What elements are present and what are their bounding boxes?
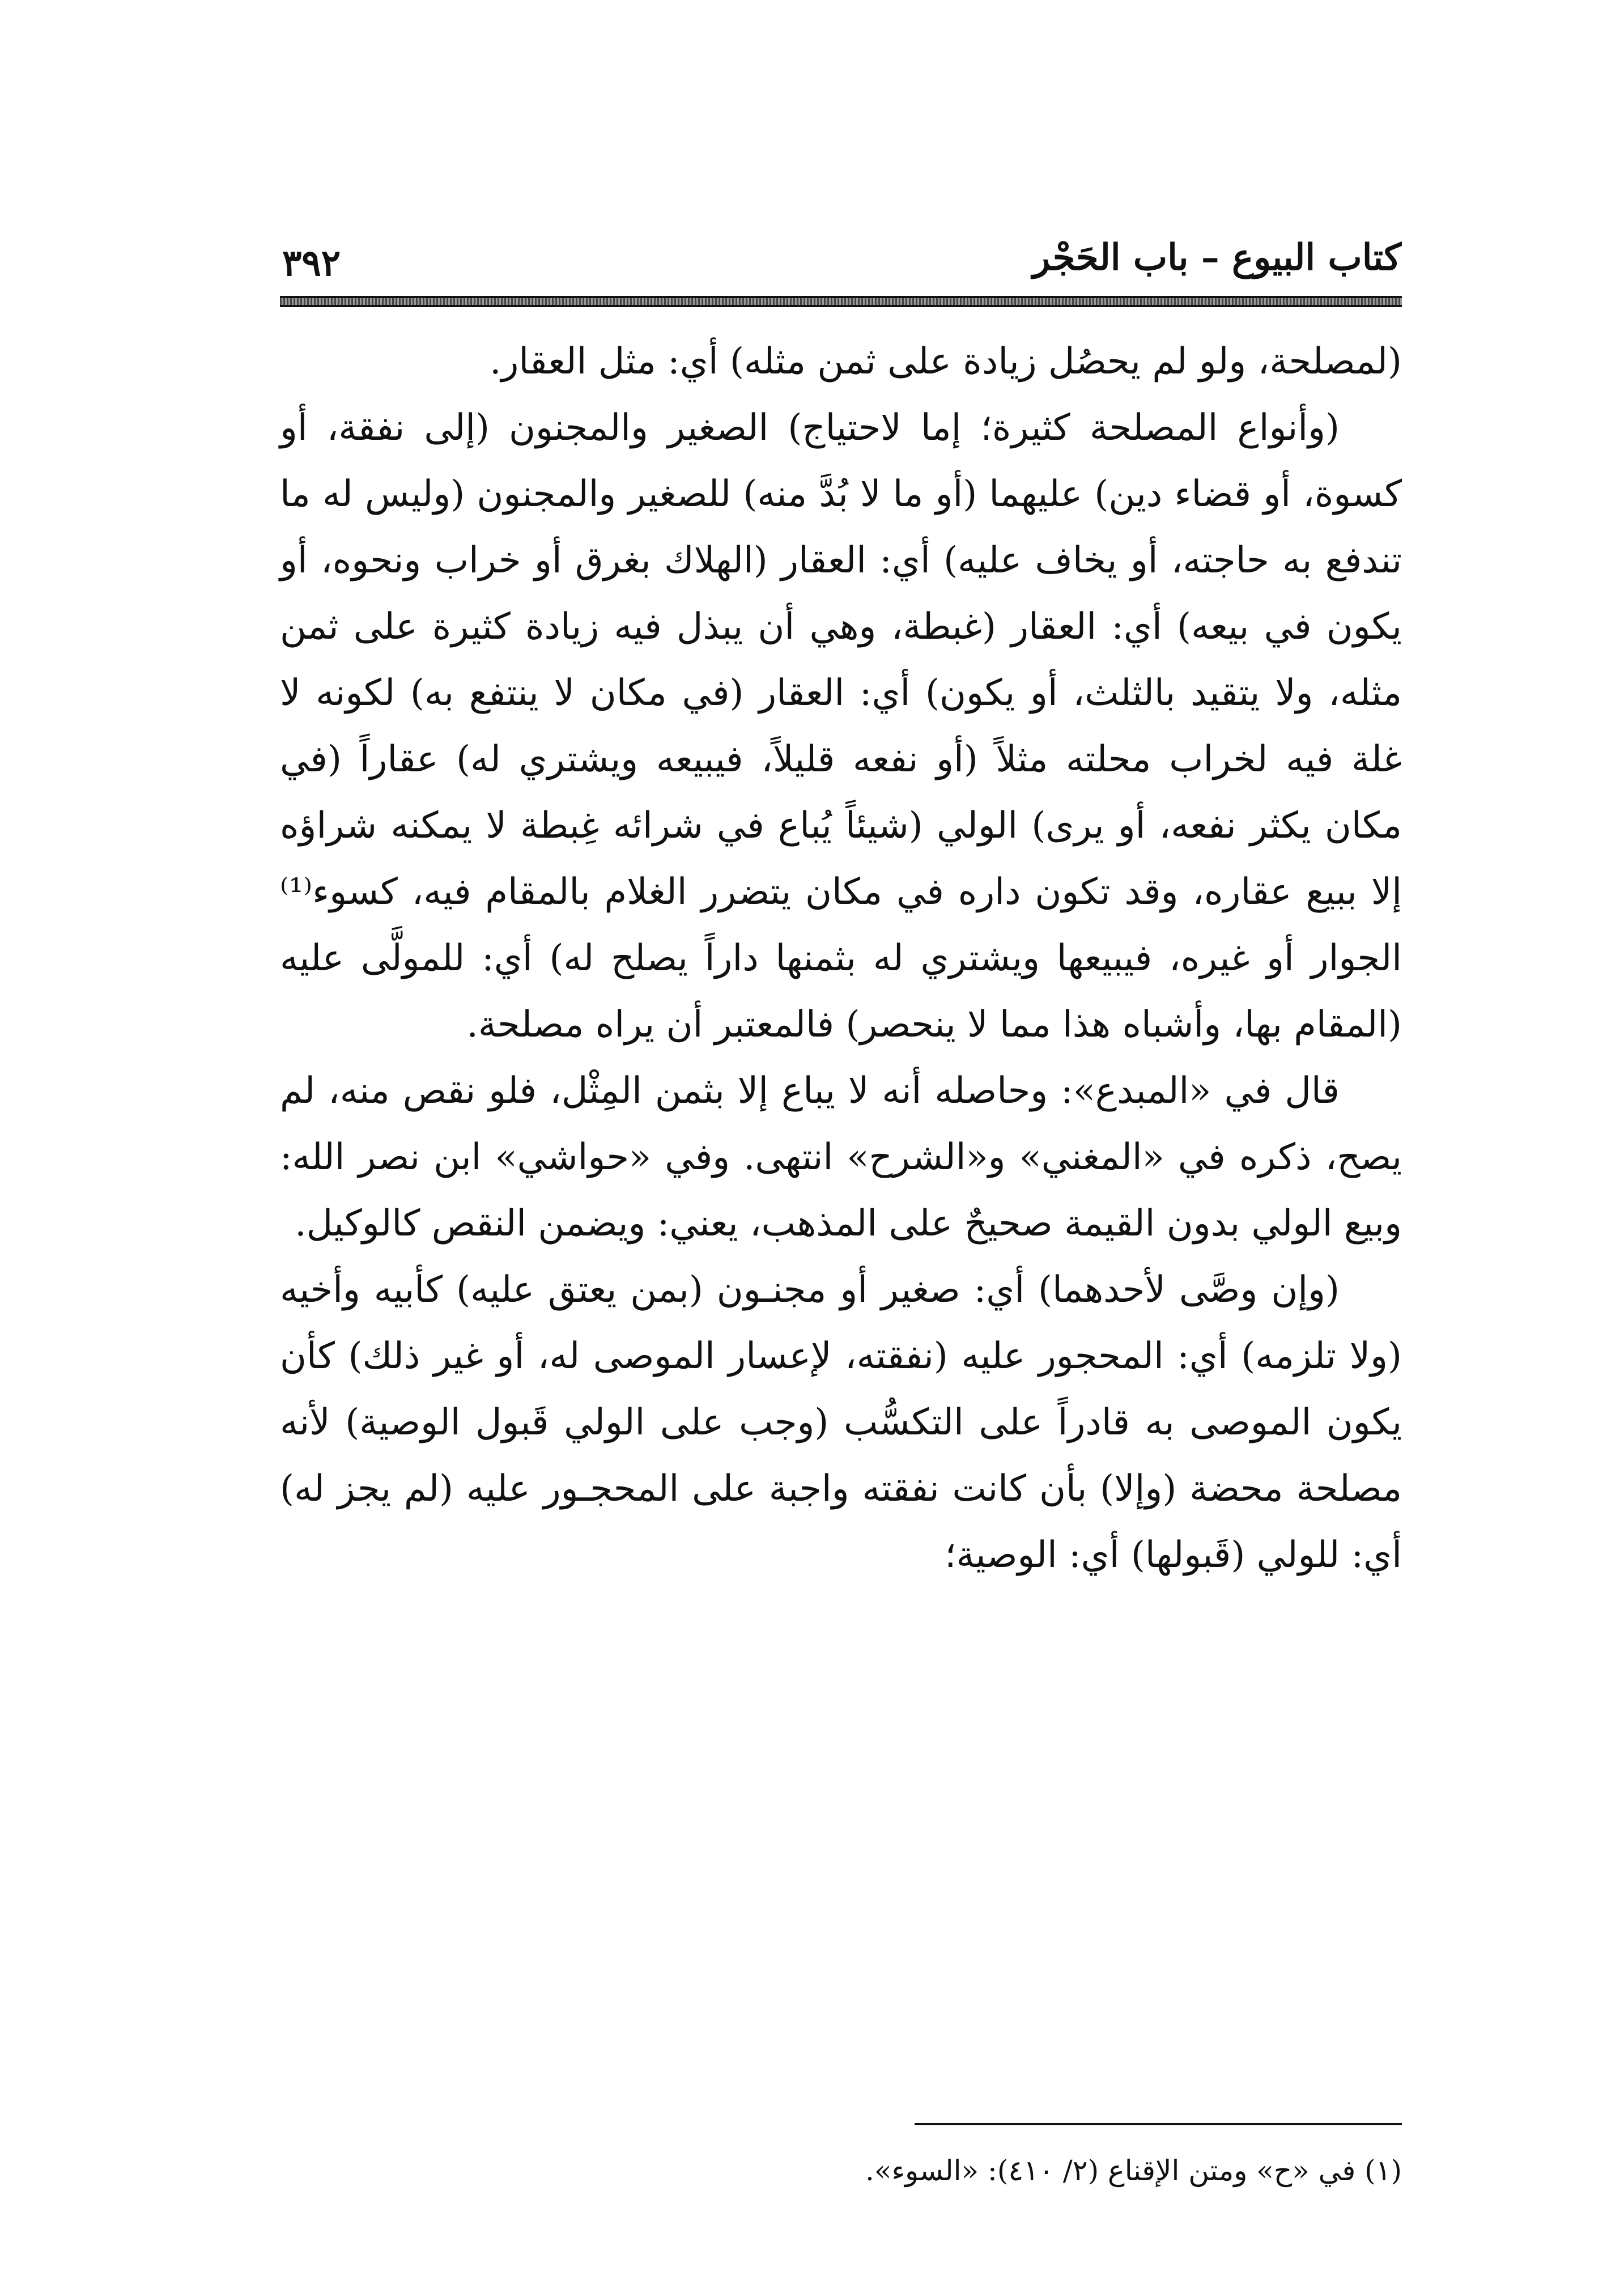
main-text [280,329,1402,1589]
footnote-divider [915,2123,1402,2125]
chapter-title: كتاب البيوع – باب الحَجْر [1032,236,1401,279]
header-divider [280,296,1402,307]
paragraph: (وإن وصَّى لأحدهما) أي: صغير أو مجنـون (بمن يعتق عليه) كأبيه وأخيه (ولا تلزمه) أي: المحجور عليه (نفقته، لإعسار الموصى له، أو غير ذلك) كأن يكون الموصى به قادراً على التكسُّب (وجب على الولي قَبول الوصية) لأنه مصلحة محضة (وإلا) بأن كانت نفقته واجبة على المحجـور عليه (لم يجز له) أي: للولي (قَبولها) أي: الوصية؛ [280,1269,1402,1576]
page-number: ٣٩٢ [282,242,341,284]
footnote: (١) في «ح» ومتن الإقناع (٢/ ٤١٠): «السوء». [865,2154,1402,2187]
paragraph: (وأنواع المصلحة كثيرة؛ إما لاحتياج) الصغير والمجنون (إلى نفقة، أو كسوة، أو قضاء دين) عليهما (أو ما لا بُدَّ منه) للصغير والمجنون (وليس له ما تندفع به حاجته، أو يخاف عليه) أي: العقار (الهلاك بغرق أو خراب ونحوه، أو يكون في بيعه) أي: العقار (غبطة، وهي أن يبذل فيه زيادة كثيرة على ثمن مثله، ولا يتقيد بالثلث، أو يكون) أي: العقار (في مكان لا ينتفع به) لكونه لا غلة فيه لخراب محلته مثلاً (أو نفعه قليلاً، فيبيعه ويشتري له) عقاراً (في مكان يكثر نفعه، أو يرى) الولي (شيئاً يُباع في شرائه غِبطة لا يمكنه شراؤه إلا ببيع عقاره، وقد تكون داره في مكان يتضرر الغلام بالمقام فيه، كسوء⁽¹⁾ الجوار أو غيره، فيبيعها ويشتري له بثمنها داراً يصلح له) أي: للمولَّى عليه (المقام بها، وأشباه هذا مما لا ينحصر) فالمعتبر أن يراه مصلحة. [280,407,1402,1046]
page-header [282,227,1401,289]
paragraph: (لمصلحة، ولو لم يحصُل زيادة على ثمن مثله) أي: مثل العقار. [490,341,1402,383]
paragraph: قال في «المبدع»: وحاصله أنه لا يباع إلا بثمن المِثْل، فلو نقص منه، لم يصح، ذكره في «المغني» و«الشرح» انتهى. وفي «حواشي» ابن نصر الله: وبيع الولي بدون القيمة صحيحٌ على المذهب، يعني: ويضمن النقص كالوكيل. [280,1070,1402,1245]
